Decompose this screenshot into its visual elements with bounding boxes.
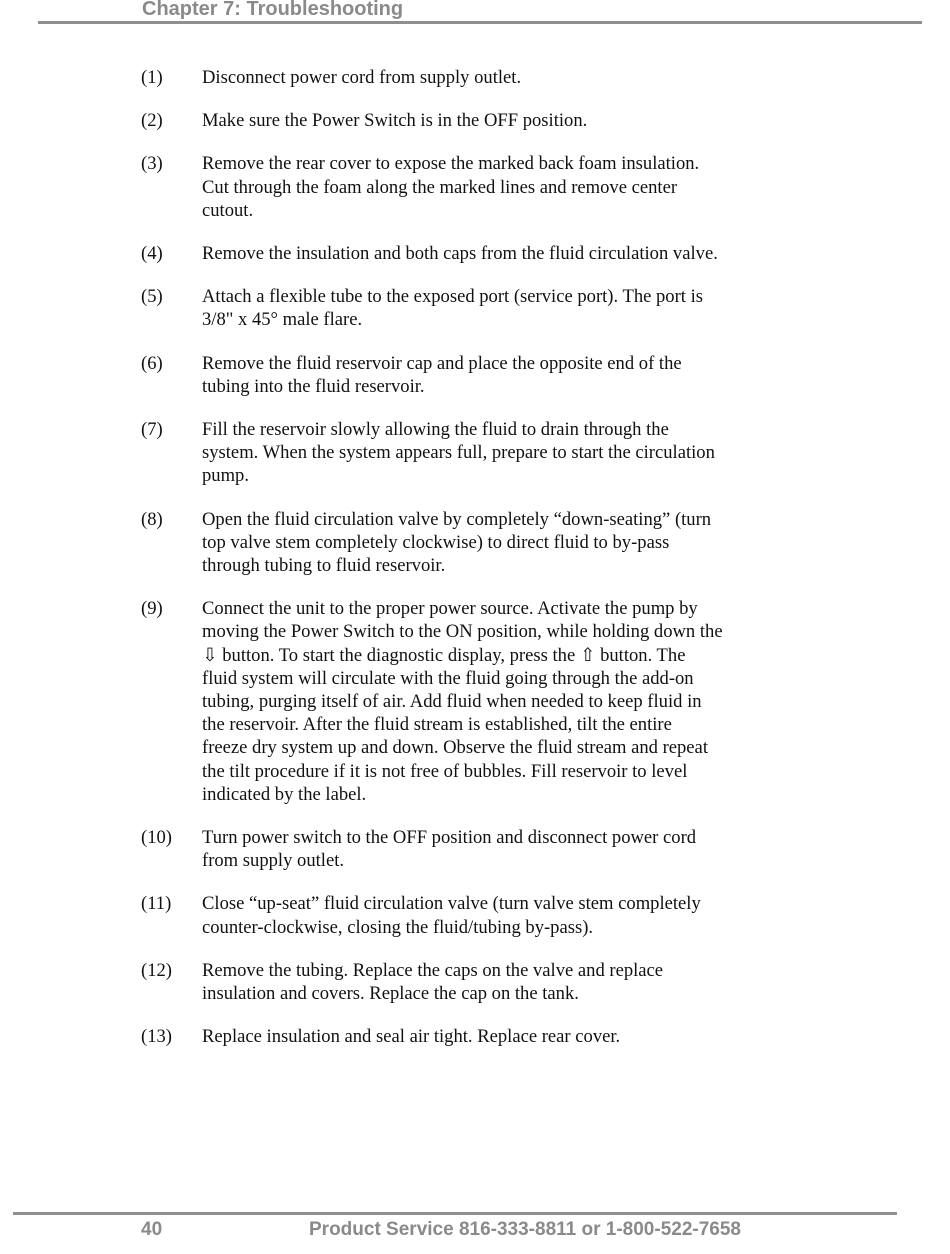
step-item: [141, 892, 781, 938]
procedure-steps-list: [141, 66, 781, 1069]
product-service-contact: Product Service 816-333-8811 or 1-800-522-7658: [309, 1219, 741, 1240]
chapter-title: Chapter 7: Troubleshooting: [142, 0, 404, 20]
step-item: [141, 285, 781, 331]
page-number: 40: [141, 1219, 163, 1240]
step-text: Attach a flexible tube to the exposed port (service port). The port is 3/8" x 45° male flare.: [202, 286, 704, 331]
step-text: Remove the tubing. Replace the caps on the valve and replace insulation and covers. Replace the cap on the tank.: [202, 959, 664, 1005]
step-item: [141, 597, 781, 806]
step-number: (6): [141, 352, 163, 374]
step-text: Close “up-seat” fluid circulation valve (turn valve stem completely counter-clockwise, closing the fluid/tubing by-pass).: [202, 893, 701, 938]
step-number: (3): [141, 153, 163, 175]
step-number: (2): [141, 110, 163, 132]
step-text: Turn power switch to the OFF position and disconnect power cord from supply outlet.: [202, 827, 697, 872]
step-text: Remove the insulation and both caps from the fluid circulation valve.: [202, 243, 718, 265]
step-item: [141, 1025, 781, 1048]
step-item: [141, 508, 781, 578]
step-text: Disconnect power cord from supply outlet.: [202, 67, 522, 88]
step-item: [141, 352, 781, 398]
step-number: (4): [141, 243, 163, 265]
step-text: Make sure the Power Switch is in the OFF position.: [202, 110, 588, 132]
step-number: (13): [141, 1026, 172, 1048]
footer-divider: [13, 1212, 897, 1215]
step-text: Connect the unit to the proper power source. Activate the pump by moving the Power Switch to the ON position, while holding down the ⇩ button. To start the diagnostic display, press the ⇧ button. The fluid system will circulate with the fluid going through the add-on tubing, purging itself of air. Add fluid when needed to keep fluid in the reservoir. After the fluid stream is established, tilt the entire freeze dry system up and down. Observe the fluid stream and repeat the tilt procedure if it is not free of bubbles. Fill reservoir to level indicated by the label.: [202, 598, 723, 805]
step-text: Remove the fluid reservoir cap and place the opposite end of the tubing into the fluid reservoir.: [202, 352, 682, 397]
step-number: (1): [141, 67, 163, 88]
header-divider: [38, 21, 922, 24]
step-item: [141, 152, 781, 222]
step-item: [141, 109, 781, 132]
step-item: [141, 66, 781, 89]
step-number: (7): [141, 419, 163, 441]
step-text: Open the fluid circulation valve by completely “down-seating” (turn top valve stem completely clockwise) to direct fluid to by-pass through tubing to fluid reservoir.: [202, 508, 712, 577]
step-item: [141, 418, 781, 488]
step-number: (10): [141, 827, 172, 849]
step-number: (5): [141, 286, 163, 308]
step-text: Remove the rear cover to expose the marked back foam insulation. Cut through the foam along the marked lines and remove center cutout.: [202, 153, 700, 221]
step-item: [141, 242, 781, 265]
step-number: (9): [141, 598, 163, 620]
step-number: (12): [141, 959, 172, 981]
step-number: (8): [141, 508, 163, 530]
step-item: [141, 826, 781, 872]
step-text: Replace insulation and seal air tight. Replace rear cover.: [202, 1026, 621, 1048]
step-number: (11): [141, 893, 172, 915]
step-text: Fill the reservoir slowly allowing the fluid to drain through the system. When the system appears full, prepare to start the circulation pump.: [202, 419, 715, 487]
step-item: [141, 959, 781, 1005]
